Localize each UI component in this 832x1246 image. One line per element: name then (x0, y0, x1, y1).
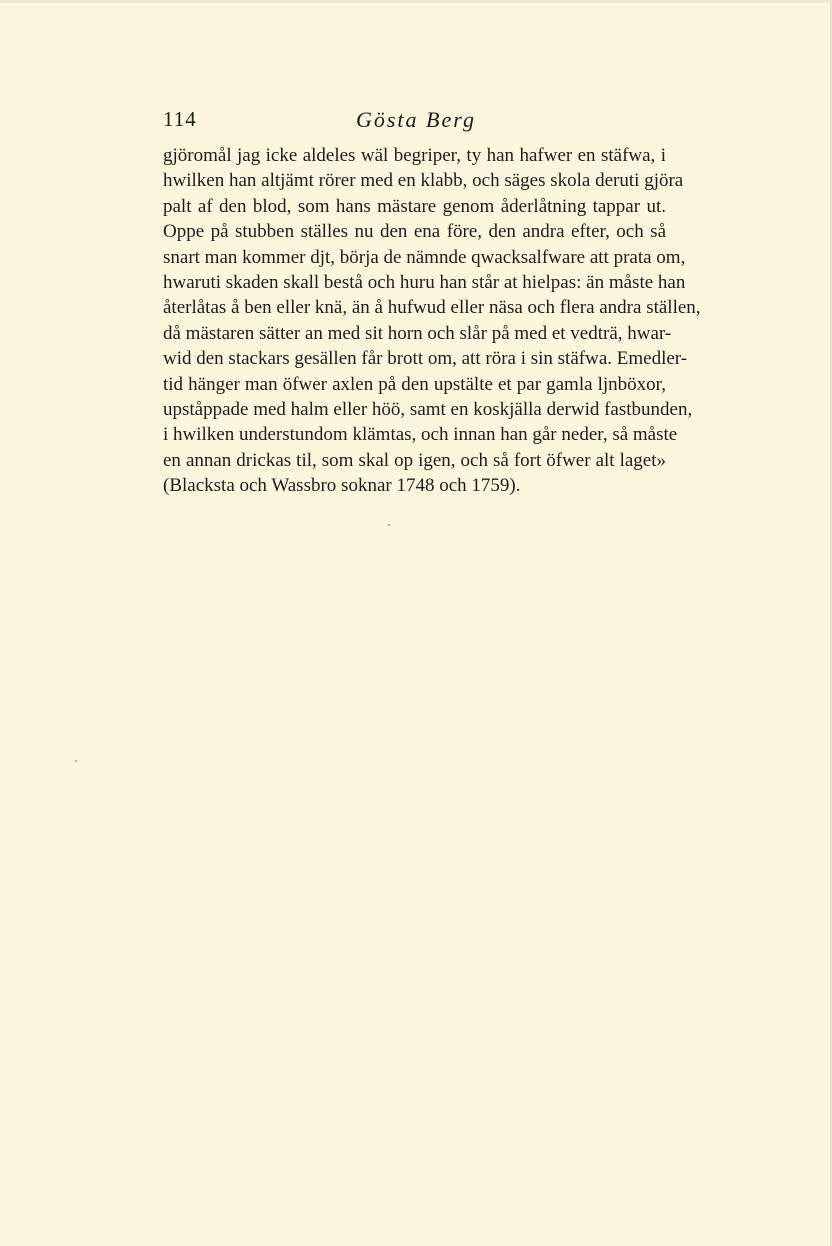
text-line: hwaruti skaden skall bestå och huru han står at hielpas: än måste han (163, 272, 686, 294)
text-line: palt af den blod, som hans mästare genom åderlåtning tappar ut. (163, 195, 666, 217)
body-paragraph (163, 143, 701, 499)
paper-speck (388, 524, 390, 526)
text-line-last: (Blacksta och Wassbro soknar 1748 och 1759). (163, 475, 521, 497)
text-line: upståppade med halm eller höö, samt en koskjälla derwid fastbunden, (163, 399, 693, 421)
text-line: snart man kommer djt, börja de nämnde qwacksalfware att prata om, (163, 246, 686, 268)
text-line: tid hänger man öfwer axlen på den upstälte et par gamla ljnböxor, (163, 373, 666, 395)
text-line: en annan drickas til, som skal op igen, och så fort öfwer alt laget» (163, 449, 666, 471)
text-line: i hwilken understundom klämtas, och innan han går neder, så måste (163, 424, 678, 446)
page-header (160, 107, 672, 137)
text-line: hwilken han altjämt rörer med en klabb, och säges skola deruti gjöra (163, 170, 684, 192)
text-line: återlåtas å ben eller knä, än å hufwud eller näsa och flera andra ställen, (163, 297, 701, 319)
page-number: 114 (163, 107, 197, 131)
text-line: wid den stackars gesällen får brott om, att röra i sin stäfwa. Emedler- (163, 348, 688, 370)
text-line: Oppe på stubben ställes nu den ena före, den andra efter, och så (163, 221, 666, 243)
text-line: då mästaren sätter an med sit horn och slår på med et vedträ, hwar- (163, 322, 672, 344)
paper-speck (75, 760, 77, 762)
text-line: gjöromål jag icke aldeles wäl begriper, ty han hafwer en stäfwa, i (163, 145, 666, 166)
running-title: Gösta Berg (355, 107, 476, 132)
